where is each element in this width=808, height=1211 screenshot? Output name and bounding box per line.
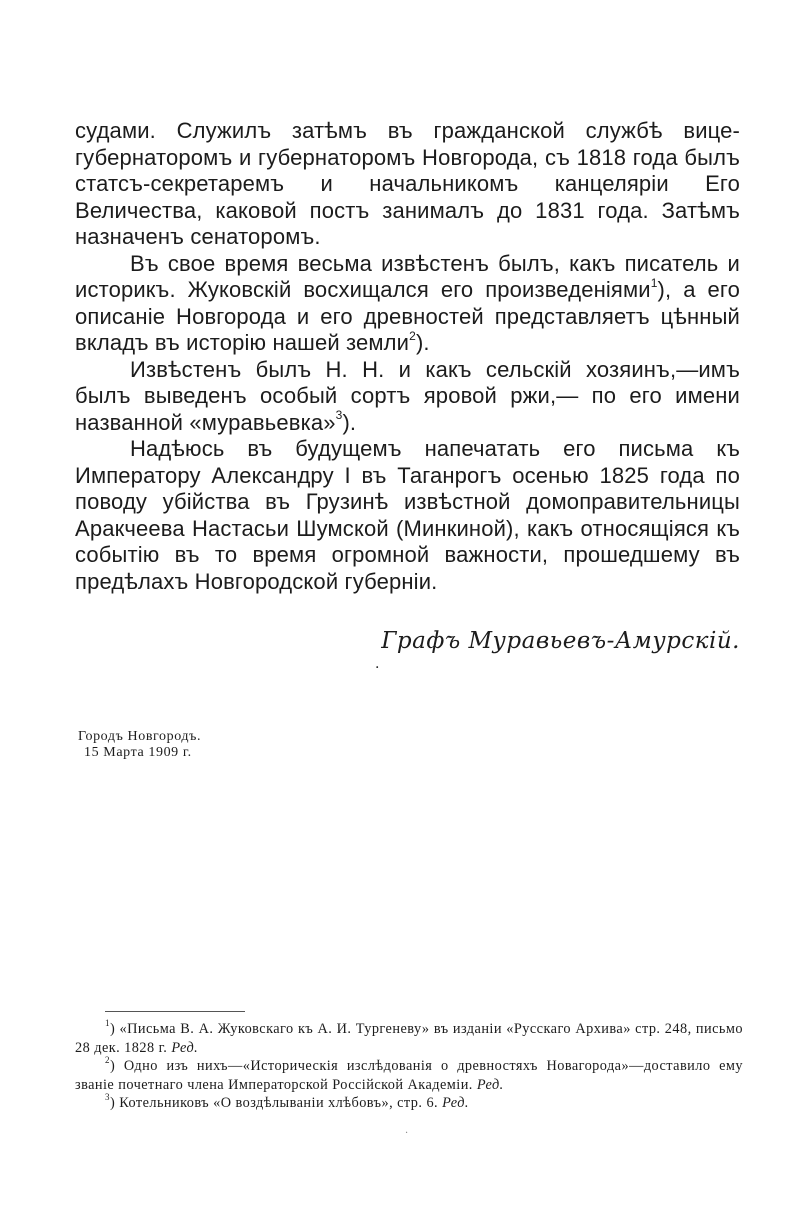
- paragraph-2: [75, 251, 740, 357]
- paragraph-2-text-a: Въ свое время весьма извѣстенъ былъ, какъ писатель и историкъ. Жуковскій восхищался его произведеніями: [75, 250, 740, 302]
- footnote-divider: [105, 1011, 245, 1012]
- footnote-1-editor: Ред.: [171, 1039, 199, 1056]
- footnote-3-mark: 3: [105, 1092, 110, 1103]
- footnote-ref-3: 3: [335, 408, 343, 423]
- footnote-1-text: ) «Письма В. А. Жуковскаго къ А. И. Тургеневу» въ изданіи «Русскаго Архива» стр. 248, письмо 28 дек. 1828 г.: [75, 1021, 743, 1056]
- footnote-3: [75, 1094, 743, 1113]
- paragraph-3-text-b: ).: [342, 409, 357, 435]
- paragraph-4: Надѣюсь въ будущемъ напечатать его письма къ Императору Александру I въ Таганрогъ осенью 1825 года по поводу убійства въ Грузинѣ извѣстной домоправительницы Аракчеева Настасьи Шумской (Минкиной), какъ относящіяся къ событію въ то время огромной важности, прошедшему въ предѣлахъ Новгородской губерніи.: [75, 436, 740, 594]
- footnote-2-editor: Ред.: [476, 1076, 504, 1093]
- footnotes: [75, 1020, 743, 1113]
- paragraph-3: [75, 357, 740, 437]
- place: Городъ Новгородъ.: [78, 729, 202, 744]
- footnote-2: [75, 1057, 743, 1094]
- paper-speck: ·: [405, 1128, 409, 1139]
- main-text: [75, 118, 740, 595]
- footnote-3-editor: Ред.: [442, 1095, 469, 1111]
- footnote-2-mark: 2: [105, 1055, 110, 1066]
- footnote-1: [75, 1020, 743, 1057]
- stray-dot: ·: [375, 660, 380, 676]
- footnote-3-text: ) Котельниковъ «О воздѣлываніи хлѣбовъ», стр. 6.: [109, 1095, 443, 1111]
- footnote-2-text: ) Одно изъ нихъ—«Историческія изслѣдованія о древностяхъ Новагорода»—доставило ему званіе почетнаго члена Императорской Россійской Академіи.: [75, 1058, 743, 1093]
- place-date: [78, 729, 201, 761]
- footnote-ref-2: 2: [409, 328, 416, 343]
- paragraph-2-text-b: ), а его описаніе Новгорода и его древностей представляетъ цѣнный вкладъ въ исторію нашей земли: [75, 277, 740, 355]
- paragraph-3-text-a: Извѣстенъ былъ Н. Н. и какъ сельскій хозяинъ,—имъ былъ выведенъ особый сортъ яровой ржи,— по его имени названной «муравьевка»: [75, 356, 740, 435]
- footnote-1-mark: 1: [105, 1018, 110, 1029]
- date: 15 Марта 1909 г.: [84, 745, 192, 760]
- paragraph-2-text-c: ).: [415, 330, 430, 355]
- signature: Графъ Муравьевъ-Амурскій.: [381, 628, 740, 654]
- footnote-ref-1: 1: [650, 275, 658, 290]
- paragraph-1: судами. Служилъ затѣмъ въ гражданской службѣ вице-губернаторомъ и губернаторомъ Новгорода, съ 1818 года былъ статсъ-секретаремъ и начальникомъ канцеляріи Его Величества, каковой постъ занималъ до 1831 года. Затѣмъ назначенъ сенаторомъ.: [75, 118, 740, 249]
